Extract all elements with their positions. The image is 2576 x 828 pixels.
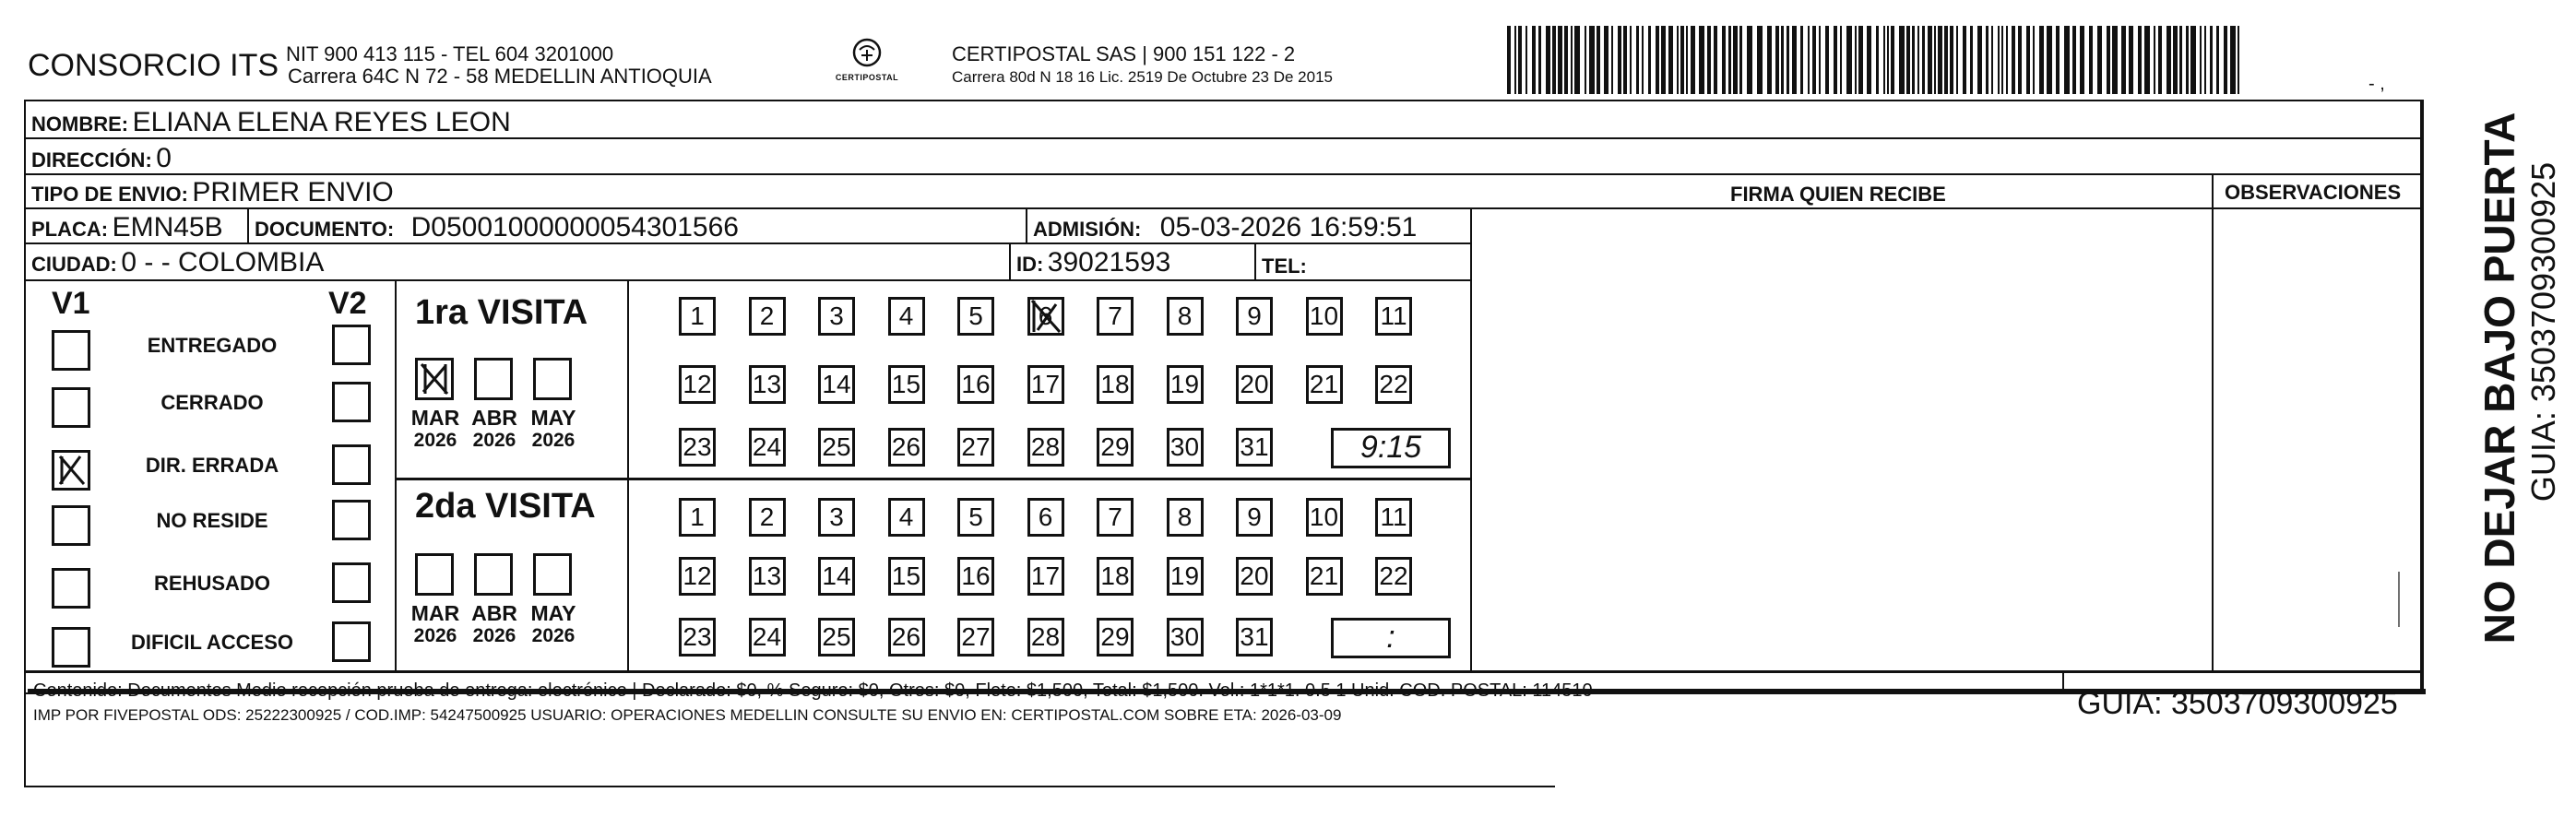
barcode-bar	[1899, 26, 1905, 94]
documento-label: DOCUMENTO:	[255, 218, 395, 241]
barcode-bar	[2179, 26, 2182, 94]
visit-separator	[395, 478, 1470, 480]
barcode-bar	[1825, 26, 1829, 94]
barcode-bar	[2190, 26, 2196, 94]
v1-checkbox[interactable]	[52, 627, 90, 668]
carrier-address: Carrera 80d N 18 16 Lic. 2519 De Octubre 23 De 2015	[952, 68, 1333, 86]
v2-header: V2	[328, 286, 367, 321]
barcode-bar	[2166, 26, 2171, 94]
v1-checkbox[interactable]	[52, 450, 90, 491]
day-box[interactable]: 21	[1306, 365, 1343, 404]
barcode-bar	[1733, 26, 1738, 94]
footer-contenido: Contenido: Documentos Medio recepción prueba de entrega: electrónico | Declarado: $0, % Seguro: $0, Otros: $0, Flete: $1,500, Total: $1,500. Vol.: 1*1*1. 0.5 1 Unid. COD. POSTAL: 114510	[33, 680, 1593, 701]
day-box[interactable]: 28	[1027, 428, 1064, 467]
day-box[interactable]: 6	[1027, 297, 1064, 336]
barcode-bar	[1906, 26, 1910, 94]
ciudad-row	[31, 247, 324, 278]
time-box[interactable]: :	[1331, 618, 1451, 658]
visit2-title: 2da VISITA	[415, 487, 596, 526]
status-option-label: ENTREGADO	[147, 334, 278, 357]
month-checkbox[interactable]	[415, 358, 454, 400]
barcode-bar	[1792, 26, 1797, 94]
company-name: CONSORCIO ITS	[28, 48, 279, 83]
barcode-bar	[2112, 26, 2118, 94]
admision-label: ADMISIÓN:	[1033, 218, 1142, 241]
day-box[interactable]: 11	[1375, 498, 1412, 537]
cell-divider	[1254, 242, 1256, 279]
day-box[interactable]: 27	[957, 618, 994, 656]
month-label: MAY	[530, 601, 576, 625]
v2-checkbox[interactable]	[332, 621, 371, 662]
barcode-bar	[1538, 26, 1541, 94]
barcode-bar	[1986, 26, 1988, 94]
barcode-bar	[1618, 26, 1621, 94]
cell-divider	[1026, 207, 1027, 242]
barcode-bar	[2012, 26, 2015, 94]
barcode-bar	[2138, 26, 2142, 94]
v1-checkbox[interactable]	[52, 505, 90, 546]
check-mark-icon	[54, 453, 88, 488]
day-box[interactable]: 22	[1375, 365, 1412, 404]
day-box[interactable]: 25	[818, 428, 855, 467]
barcode-bar	[1928, 26, 1932, 94]
nombre-row	[31, 107, 511, 138]
barcode-bar	[1611, 26, 1613, 94]
barcode-bar	[2144, 26, 2150, 94]
day-box[interactable]: 26	[888, 618, 925, 656]
day-box[interactable]: 3	[818, 297, 855, 336]
day-box[interactable]: 16	[957, 365, 994, 404]
documento-row	[255, 212, 739, 243]
col-divider	[2420, 100, 2424, 694]
day-box[interactable]: 1	[679, 297, 716, 336]
month-year: 2026	[472, 625, 516, 646]
barcode-bar	[2097, 26, 2102, 94]
barcode-bar	[1564, 26, 1568, 94]
v2-checkbox[interactable]	[332, 562, 371, 603]
barcode-bar	[1970, 26, 1973, 94]
v2-checkbox[interactable]	[332, 325, 371, 365]
day-box[interactable]: 8	[1167, 297, 1204, 336]
barcode-bar	[1950, 26, 1953, 94]
page-bottom-edge	[24, 786, 1555, 787]
day-box[interactable]: 12	[679, 365, 716, 404]
day-box[interactable]: 19	[1167, 365, 1204, 404]
month-year: 2026	[413, 430, 457, 451]
status-option-label: REHUSADO	[154, 572, 270, 595]
barcode-bar	[1867, 26, 1871, 94]
day-box[interactable]: 9	[1236, 297, 1273, 336]
barcode-bar	[1518, 26, 1522, 94]
barcode-bar	[1623, 26, 1627, 94]
month-label: MAR	[410, 406, 460, 430]
footer-imp: IMP POR FIVEPOSTAL ODS: 25222300925 / COD.IMP: 54247500925 USUARIO: OPERACIONES MEDELLIN CONSULTE SU ENVIO EN: CERTIPOSTAL.COM SOBRE ETA: 2026-03-09	[33, 706, 1342, 724]
visit-divider	[627, 279, 629, 672]
barcode-bar	[2154, 26, 2155, 94]
tipo-value: PRIMER ENVIO	[192, 177, 394, 207]
footer-guia: GUIA: 3503709300925	[2077, 686, 2398, 721]
day-box[interactable]: 17	[1027, 365, 1064, 404]
day-box[interactable]: 24	[749, 618, 786, 656]
month-year: 2026	[413, 625, 457, 646]
page-left-edge	[24, 100, 26, 787]
barcode-bar	[2018, 26, 2022, 94]
barcode-bar	[1722, 26, 1726, 94]
barcode-bar	[1891, 26, 1894, 94]
day-box[interactable]: 10	[1306, 297, 1343, 336]
day-box[interactable]: 24	[749, 428, 786, 467]
barcode-bar	[2186, 26, 2189, 94]
barcode-bar	[2204, 26, 2206, 94]
company-address: Carrera 64C N 72 - 58 MEDELLIN ANTIOQUIA	[288, 65, 712, 88]
direccion-label: DIRECCIÓN:	[31, 148, 152, 172]
barcode-bar	[1883, 26, 1885, 94]
day-box[interactable]: 18	[1097, 557, 1134, 596]
day-box[interactable]: 11	[1375, 297, 1412, 336]
barcode-bar	[1840, 26, 1842, 94]
barcode-bar	[1956, 26, 1958, 94]
day-box[interactable]: 16	[957, 557, 994, 596]
check-mark-icon	[418, 361, 451, 397]
status-option-label: CERRADO	[160, 391, 264, 414]
barcode-bar	[1648, 26, 1651, 94]
barcode-bar	[1922, 26, 1925, 94]
day-box[interactable]: 23	[679, 428, 716, 467]
barcode-bar	[1642, 26, 1644, 94]
day-box[interactable]: 5	[957, 498, 994, 537]
day-box[interactable]: 14	[818, 557, 855, 596]
barcode-bar	[2072, 26, 2076, 94]
barcode-bar	[1558, 26, 1562, 94]
col-divider	[2212, 173, 2214, 672]
barcode-bar	[1507, 26, 1511, 94]
day-box[interactable]: 30	[1167, 618, 1204, 656]
barcode-bar	[2089, 26, 2093, 94]
barcode-bar	[1707, 26, 1711, 94]
barcode-bar	[1525, 26, 1527, 94]
logo-caption: CERTIPOSTAL	[835, 73, 899, 82]
time-box[interactable]: 9:15	[1331, 428, 1451, 468]
barcode-bar	[1858, 26, 1863, 94]
direccion-value: 0	[156, 143, 172, 173]
barcode-bar	[1514, 26, 1516, 94]
month-checkbox[interactable]	[533, 358, 572, 400]
certipostal-logo	[830, 37, 904, 92]
v2-checkbox[interactable]	[332, 500, 371, 540]
status-option-label: DIR. ERRADA	[145, 454, 279, 477]
v1-checkbox[interactable]	[52, 568, 90, 609]
month-year: 2026	[531, 430, 576, 451]
barcode-bar	[1636, 26, 1639, 94]
barcode-bar	[2001, 26, 2003, 94]
day-box[interactable]: 7	[1097, 498, 1134, 537]
day-box[interactable]: 2	[749, 297, 786, 336]
id-value: 39021593	[1047, 247, 1171, 278]
status-divider	[395, 279, 397, 672]
nombre-label: NOMBRE:	[31, 112, 129, 136]
day-box[interactable]: 20	[1236, 365, 1273, 404]
day-box[interactable]: 31	[1236, 428, 1273, 467]
day-box[interactable]: 20	[1236, 557, 1273, 596]
barcode-bar	[1747, 26, 1752, 94]
barcode-bar	[1781, 26, 1784, 94]
visit1-title: 1ra VISITA	[415, 293, 588, 332]
barcode-bar	[1917, 26, 1919, 94]
barcode-bar	[1571, 26, 1573, 94]
day-box[interactable]: 31	[1236, 618, 1273, 656]
day-box[interactable]: 13	[749, 557, 786, 596]
barcode-bar	[1677, 26, 1679, 94]
ciudad-value: 0 - - COLOMBIA	[121, 247, 325, 278]
tel-label: TEL:	[1262, 254, 1307, 278]
barcode-bar	[1998, 26, 2000, 94]
firma-header: FIRMA QUIEN RECIBE	[1730, 183, 1946, 206]
month-label: MAR	[410, 601, 460, 625]
id-label: ID:	[1016, 253, 1044, 276]
placa-value: EMN45B	[112, 212, 223, 242]
barcode-bar	[1876, 26, 1879, 94]
month-year: 2026	[531, 625, 576, 646]
barcode-bar	[2039, 26, 2044, 94]
barcode-bar	[1912, 26, 1915, 94]
v2-checkbox[interactable]	[332, 444, 371, 485]
placa-label: PLACA:	[31, 218, 109, 241]
barcode-bar	[1767, 26, 1772, 94]
barcode-bar	[1597, 26, 1600, 94]
month-checkbox[interactable]	[474, 553, 513, 596]
day-box[interactable]: 17	[1027, 557, 1064, 596]
barcode-bar	[2224, 26, 2227, 94]
barcode-bar	[1757, 26, 1763, 94]
day-box[interactable]: 5	[957, 297, 994, 336]
v1-header: V1	[52, 286, 90, 321]
barcode-bar	[1934, 26, 1936, 94]
cell-divider	[247, 207, 249, 242]
month-checkbox[interactable]	[474, 358, 513, 400]
v2-checkbox[interactable]	[332, 382, 371, 422]
barcode-bar	[1604, 26, 1609, 94]
side-guia: GUIA: 3503709300925	[2524, 161, 2562, 503]
barcode-bar	[1775, 26, 1779, 94]
barcode-bar	[1977, 26, 1982, 94]
day-box[interactable]: 13	[749, 365, 786, 404]
direccion-row	[31, 143, 172, 174]
barcode-bar	[2026, 26, 2030, 94]
day-box[interactable]: 19	[1167, 557, 1204, 596]
barcode-bar	[1574, 26, 1580, 94]
barcode-bar	[2210, 26, 2213, 94]
day-box[interactable]: 15	[888, 365, 925, 404]
status-option-label: DIFICIL ACCESO	[130, 631, 293, 654]
barcode-bar	[2200, 26, 2202, 94]
barcode-bar	[1691, 26, 1695, 94]
month-label: ABR	[471, 601, 517, 625]
admision-row	[1033, 212, 1417, 243]
barcode-bar	[1991, 26, 1993, 94]
day-box[interactable]: 30	[1167, 428, 1204, 467]
ciudad-label: CIUDAD:	[31, 253, 117, 276]
barcode-bar	[1699, 26, 1704, 94]
row-divider	[24, 173, 2424, 175]
carrier-info: CERTIPOSTAL SAS | 900 151 122 - 2	[952, 42, 1296, 65]
day-box[interactable]: 18	[1097, 365, 1134, 404]
day-box[interactable]: 21	[1306, 557, 1343, 596]
day-box[interactable]: 6	[1027, 498, 1064, 537]
barcode-bar	[1686, 26, 1688, 94]
day-box[interactable]: 23	[679, 618, 716, 656]
footer-divider-v	[2062, 672, 2064, 692]
day-box[interactable]: 22	[1375, 557, 1412, 596]
placa-row	[31, 212, 223, 243]
barcode-bar	[1668, 26, 1673, 94]
barcode-bar	[1819, 26, 1821, 94]
day-box[interactable]: 26	[888, 428, 925, 467]
barcode-bar	[2121, 26, 2126, 94]
barcode-bar	[1938, 26, 1942, 94]
v1-checkbox[interactable]	[52, 330, 90, 371]
day-box[interactable]: 9	[1236, 498, 1273, 537]
barcode-bar	[1728, 26, 1731, 94]
month-checkbox[interactable]	[415, 553, 454, 596]
barcode-bar	[1808, 26, 1810, 94]
day-box[interactable]: 12	[679, 557, 716, 596]
barcode-bar	[1589, 26, 1595, 94]
month-label: MAY	[530, 406, 576, 430]
side-warning: NO DEJAR BAJO PUERTA	[2475, 112, 2523, 645]
day-box[interactable]: 29	[1097, 428, 1134, 467]
day-box[interactable]: 4	[888, 297, 925, 336]
barcode	[1505, 26, 2243, 94]
barcode-bar	[2047, 26, 2052, 94]
margin-mark	[2398, 572, 2400, 627]
col-divider	[1470, 207, 1472, 672]
month-year: 2026	[472, 430, 516, 451]
barcode-bar	[1532, 26, 1536, 94]
day-box[interactable]: 7	[1097, 297, 1134, 336]
id-row	[1016, 247, 1170, 278]
barcode-bar	[1630, 26, 1632, 94]
barcode-bar	[2033, 26, 2035, 94]
barcode-bar	[2158, 26, 2162, 94]
barcode-bar	[2129, 26, 2133, 94]
cell-divider	[1009, 242, 1011, 279]
barcode-bar	[1846, 26, 1852, 94]
day-box[interactable]: 15	[888, 557, 925, 596]
barcode-bar	[1546, 26, 1550, 94]
day-box[interactable]: 14	[818, 365, 855, 404]
corner-tick: - ,	[2368, 74, 2385, 94]
day-box[interactable]: 1	[679, 498, 716, 537]
v1-checkbox[interactable]	[52, 387, 90, 428]
barcode-bar	[2230, 26, 2236, 94]
barcode-bar	[1552, 26, 1556, 94]
barcode-bar	[1944, 26, 1948, 94]
day-box[interactable]: 4	[888, 498, 925, 537]
barcode-bar	[1887, 26, 1889, 94]
barcode-bar	[2173, 26, 2178, 94]
day-box[interactable]: 27	[957, 428, 994, 467]
day-box[interactable]: 10	[1306, 498, 1343, 537]
company-nit: NIT 900 413 115 - TEL 604 3201000	[286, 42, 614, 65]
barcode-bar	[2216, 26, 2219, 94]
day-box[interactable]: 29	[1097, 618, 1134, 656]
month-checkbox[interactable]	[533, 553, 572, 596]
admision-value: 05-03-2026 16:59:51	[1159, 212, 1418, 242]
barcode-bar	[1661, 26, 1666, 94]
barcode-bar	[1800, 26, 1803, 94]
observaciones-header: OBSERVACIONES	[2225, 181, 2402, 204]
day-box[interactable]: 8	[1167, 498, 1204, 537]
month-label: ABR	[471, 406, 517, 430]
barcode-bar	[1714, 26, 1717, 94]
barcode-bar	[1834, 26, 1837, 94]
barcode-bar	[2238, 26, 2239, 94]
barcode-bar	[1812, 26, 1816, 94]
barcode-bar	[1739, 26, 1742, 94]
barcode-bar	[2107, 26, 2110, 94]
barcode-bar	[1680, 26, 1684, 94]
day-box[interactable]: 25	[818, 618, 855, 656]
barcode-bar	[2080, 26, 2084, 94]
tel-row	[1262, 249, 1307, 280]
tipo-label: TIPO DE ENVIO:	[31, 183, 188, 206]
day-box[interactable]: 3	[818, 498, 855, 537]
barcode-bar	[1585, 26, 1586, 94]
status-option-label: NO RESIDE	[156, 509, 268, 532]
row-divider	[24, 279, 1470, 281]
barcode-bar	[2064, 26, 2070, 94]
barcode-bar	[2056, 26, 2060, 94]
day-box[interactable]: 28	[1027, 618, 1064, 656]
check-mark-icon	[1028, 297, 1065, 336]
barcode-bar	[1656, 26, 1659, 94]
barcode-bar	[2006, 26, 2008, 94]
nombre-value: ELIANA ELENA REYES LEON	[132, 107, 511, 137]
tipo-row	[31, 177, 394, 208]
day-box[interactable]: 2	[749, 498, 786, 537]
documento-value: D05001000000054301566	[410, 212, 739, 242]
barcode-bar	[1787, 26, 1789, 94]
barcode-bar	[1963, 26, 1966, 94]
barcode-bar	[1855, 26, 1857, 94]
